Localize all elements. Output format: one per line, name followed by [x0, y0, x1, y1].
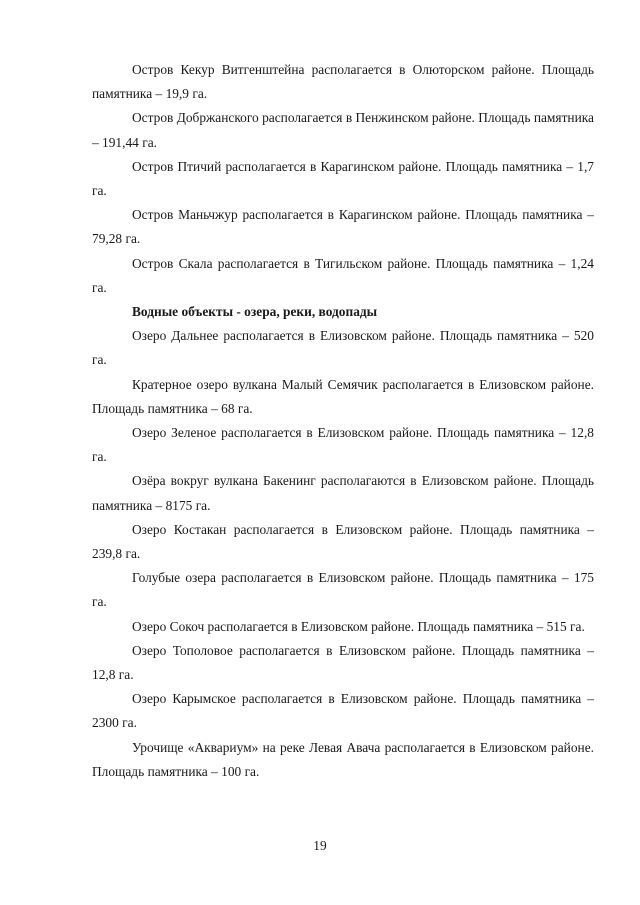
paragraph-golubye-ozera: Голубые озера располагается в Елизовском районе. Площадь памятника – 175 га. — [92, 570, 594, 610]
paragraph-urochishche-akvarium: Урочище «Аквариум» на реке Левая Авача располагается в Елизовском районе. Площадь памятника – 100 га. — [92, 739, 594, 779]
paragraph-ozero-karymskoe: Озеро Карымское располагается в Елизовском районе. Площадь памятника – 2300 га. — [92, 691, 594, 731]
paragraph-ozero-dalnee: Озеро Дальнее располагается в Елизовском районе. Площадь памятника – 520 га. — [92, 328, 594, 368]
paragraph-ostrov-kekur: Остров Кекур Витгенштейна располагается в Олюторском районе. Площадь памятника – 19,9 га. — [92, 62, 594, 102]
paragraph-ozera-bakening: Озёра вокруг вулкана Бакенинг располагаются в Елизовском районе. Площадь памятника – 8175 га. — [92, 473, 594, 513]
paragraph-ozero-zelenoe: Озеро Зеленое располагается в Елизовском районе. Площадь памятника – 12,8 га. — [92, 425, 594, 465]
paragraph-kraternoe-ozero: Кратерное озеро вулкана Малый Семячик располагается в Елизовском районе. Площадь памятника – 68 га. — [92, 376, 594, 416]
paragraph-ostrov-ptichiy: Остров Птичий располагается в Карагинском районе. Площадь памятника – 1,7 га. — [92, 158, 594, 199]
paragraph-ozero-topolovoe: Озеро Тополовое располагается в Елизовском районе. Площадь памятника – 12,8 га. — [92, 642, 594, 683]
paragraph-ostrov-skala: Остров Скала располагается в Тигильском районе. Площадь памятника – 1,24 га. — [92, 255, 594, 295]
paragraph-ozero-kostakan: Озеро Костакан располагается в Елизовском районе. Площадь памятника – 239,8 га. — [92, 521, 594, 562]
paragraph-ostrov-manchzhur: Остров Маньчжур располагается в Карагинском районе. Площадь памятника – 79,28 га. — [92, 207, 594, 247]
section-heading: Водные объекты - озера, реки, водопады — [132, 304, 378, 320]
page-body — [92, 58, 594, 784]
page-number: 19 — [313, 838, 327, 853]
paragraph-ozero-sokoch: Озеро Сокоч располагается в Елизовском районе. Площадь памятника – 515 га. — [132, 618, 585, 634]
paragraph-ostrov-dobrzhanskogo: Остров Добржанского располагается в Пенжинском районе. Площадь памятника – 191,44 га. — [92, 110, 594, 150]
